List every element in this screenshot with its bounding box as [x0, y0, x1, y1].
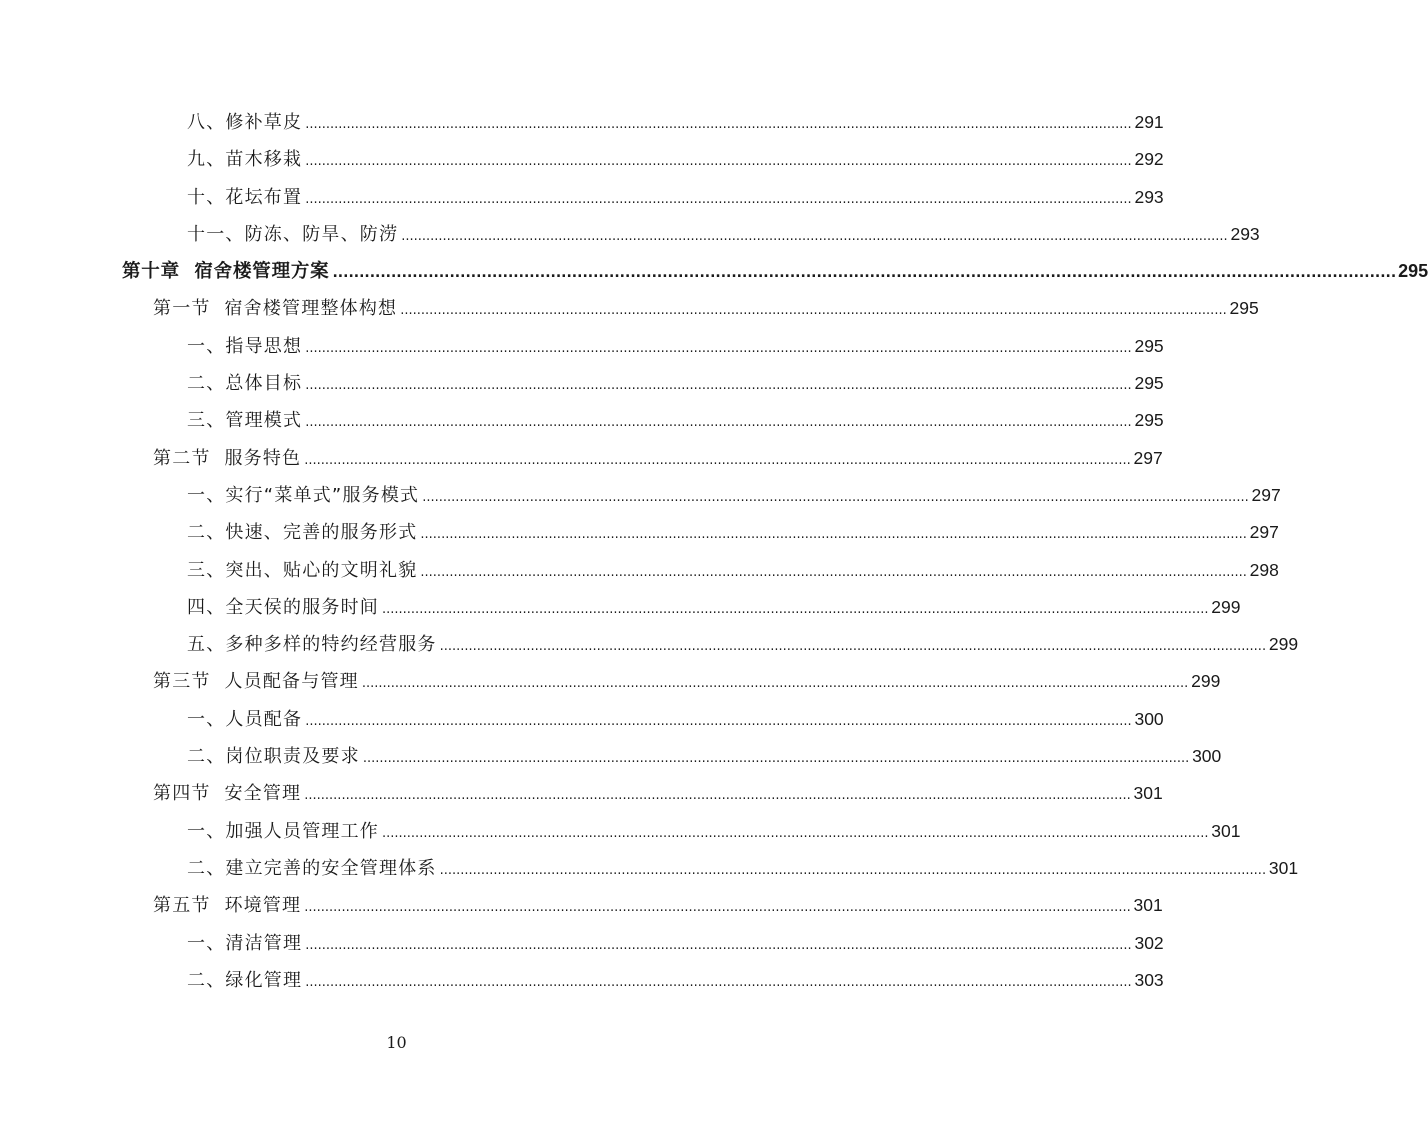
toc-entry-page: 295	[1134, 410, 1164, 431]
toc-entry-label: 第一节 宿舍楼管理整体构想	[153, 298, 398, 320]
toc-leader-dots: ........................................................................................................................................................................................................	[304, 900, 1131, 916]
toc-entry-label: 十、花坛布置	[187, 186, 303, 208]
toc-entry-page: 300	[1134, 708, 1164, 729]
toc-leader-dots: ........................................................................................................................................................................................................	[304, 452, 1131, 468]
toc-subsection-entry[interactable]	[0, 809, 1241, 846]
toc-entry-page: 291	[1134, 112, 1164, 132]
toc-entry-page: 303	[1134, 969, 1164, 990]
toc-entry-label: 第三节 人员配备与管理	[153, 671, 359, 693]
toc-leader-dots: ........................................................................................................................................................................................................	[305, 378, 1132, 394]
toc-subsection-entry[interactable]	[0, 175, 1164, 212]
table-of-contents	[0, 100, 1428, 995]
toc-entry-label: 一、指导思想	[187, 335, 303, 357]
toc-subsection-entry[interactable]	[0, 361, 1164, 398]
toc-entry-page: 292	[1134, 149, 1164, 170]
toc-leader-dots: ........................................................................................................................................................................................................	[420, 527, 1247, 543]
toc-entry-label: 五、多种多样的特约经营服务	[187, 634, 437, 656]
toc-entry-label: 一、实行“菜单式”服务模式	[187, 484, 420, 506]
toc-entry-label: 二、总体目标	[187, 373, 303, 395]
toc-entry-label: 第四节 安全管理	[153, 783, 302, 805]
toc-leader-dots: ........................................................................................................................................................................................................	[332, 265, 1397, 282]
toc-leader-dots: ........................................................................................................................................................................................................	[305, 340, 1132, 356]
toc-leader-dots: ........................................................................................................................................................................................................	[362, 751, 1190, 767]
toc-entry-page: 301	[1133, 783, 1163, 804]
toc-section-entry[interactable]	[0, 883, 1163, 920]
toc-entry-label: 第二节 服务特色	[153, 447, 302, 469]
toc-entry-label: 八、修补草皮	[187, 112, 303, 133]
toc-leader-dots: ........................................................................................................................................................................................................	[382, 601, 1209, 617]
toc-subsection-entry[interactable]	[0, 622, 1299, 659]
toc-subsection-entry[interactable]	[0, 921, 1164, 958]
toc-entry-label: 一、人员配备	[187, 708, 303, 730]
toc-entry-page: 297	[1249, 522, 1279, 543]
toc-leader-dots: ........................................................................................................................................................................................................	[382, 825, 1209, 841]
toc-leader-dots: ........................................................................................................................................................................................................	[305, 937, 1132, 953]
toc-entry-label: 二、快速、完善的服务形式	[187, 522, 418, 544]
toc-entry-label: 二、建立完善的安全管理体系	[187, 857, 437, 879]
toc-subsection-entry[interactable]	[0, 510, 1279, 547]
toc-entry-page: 301	[1268, 857, 1299, 878]
toc-entry-page: 302	[1134, 932, 1164, 953]
toc-leader-dots: ........................................................................................................................................................................................................	[305, 974, 1132, 990]
toc-entry-page: 295	[1229, 298, 1259, 319]
page-number: 10	[386, 1033, 407, 1052]
toc-subsection-entry[interactable]	[0, 398, 1164, 435]
toc-subsection-entry[interactable]	[0, 137, 1164, 174]
toc-subsection-entry[interactable]	[0, 846, 1299, 883]
toc-leader-dots: ........................................................................................................................................................................................................	[439, 862, 1267, 878]
toc-entry-page: 299	[1191, 671, 1221, 692]
toc-leader-dots: ........................................................................................................................................................................................................	[361, 676, 1189, 692]
toc-entry-page: 299	[1268, 634, 1299, 655]
toc-entry-page: 297	[1251, 484, 1281, 505]
toc-subsection-entry[interactable]	[0, 585, 1241, 622]
toc-entry-page: 297	[1133, 447, 1163, 468]
toc-subsection-entry[interactable]	[0, 734, 1222, 771]
toc-entry-label: 二、绿化管理	[187, 969, 303, 991]
toc-entry-label: 十一、防冻、防旱、防涝	[187, 223, 399, 245]
toc-leader-dots: ........................................................................................................................................................................................................	[420, 564, 1247, 580]
toc-entry-page: 293	[1230, 223, 1260, 244]
toc-entry-page: 301	[1211, 820, 1241, 841]
toc-entry-label: 三、突出、贴心的文明礼貌	[187, 559, 418, 581]
toc-entry-label: 一、清洁管理	[187, 932, 303, 954]
toc-leader-dots: ........................................................................................................................................................................................................	[305, 154, 1132, 170]
toc-entry-page: 301	[1133, 895, 1163, 916]
toc-subsection-entry[interactable]	[0, 473, 1281, 510]
toc-section-entry[interactable]	[0, 659, 1221, 696]
toc-entry-label: 三、管理模式	[187, 410, 303, 432]
toc-leader-dots: ........................................................................................................................................................................................................	[422, 489, 1249, 505]
toc-entry-page: 293	[1134, 186, 1164, 207]
toc-leader-dots: ........................................................................................................................................................................................................	[439, 639, 1267, 655]
toc-section-entry[interactable]	[0, 771, 1163, 808]
toc-entry-label: 第十章 宿舍楼管理方案	[122, 261, 330, 283]
toc-entry-label: 第五节 环境管理	[153, 895, 302, 917]
toc-subsection-entry[interactable]	[0, 212, 1260, 249]
toc-subsection-entry[interactable]	[0, 548, 1279, 585]
toc-section-entry[interactable]	[0, 436, 1163, 473]
toc-entry-label: 九、苗木移栽	[187, 149, 303, 171]
toc-subsection-entry[interactable]	[0, 100, 1164, 137]
toc-subsection-entry[interactable]	[0, 324, 1164, 361]
toc-leader-dots: ........................................................................................................................................................................................................	[401, 228, 1228, 244]
toc-subsection-entry[interactable]	[0, 697, 1164, 734]
toc-entry-page: 295	[1134, 335, 1164, 356]
toc-leader-dots: ........................................................................................................................................................................................................	[304, 788, 1131, 804]
toc-entry-label: 四、全天侯的服务时间	[187, 596, 379, 618]
toc-leader-dots: ........................................................................................................................................................................................................	[305, 713, 1132, 729]
toc-leader-dots: ........................................................................................................................................................................................................	[305, 191, 1132, 207]
toc-leader-dots: ........................................................................................................................................................................................................	[305, 117, 1132, 132]
toc-entry-page: 295	[1134, 373, 1164, 394]
toc-leader-dots: ........................................................................................................................................................................................................	[305, 415, 1132, 431]
toc-entry-page: 299	[1211, 596, 1241, 617]
toc-entry-label: 一、加强人员管理工作	[187, 820, 379, 842]
toc-leader-dots: ........................................................................................................................................................................................................	[400, 303, 1227, 319]
toc-chapter-entry[interactable]	[0, 249, 1428, 286]
toc-entry-label: 二、岗位职责及要求	[187, 746, 360, 768]
toc-entry-page: 298	[1249, 559, 1279, 580]
toc-entry-page: 295	[1398, 261, 1428, 282]
toc-section-entry[interactable]	[0, 286, 1259, 323]
toc-subsection-entry[interactable]	[0, 958, 1164, 995]
toc-entry-page: 300	[1192, 746, 1222, 767]
